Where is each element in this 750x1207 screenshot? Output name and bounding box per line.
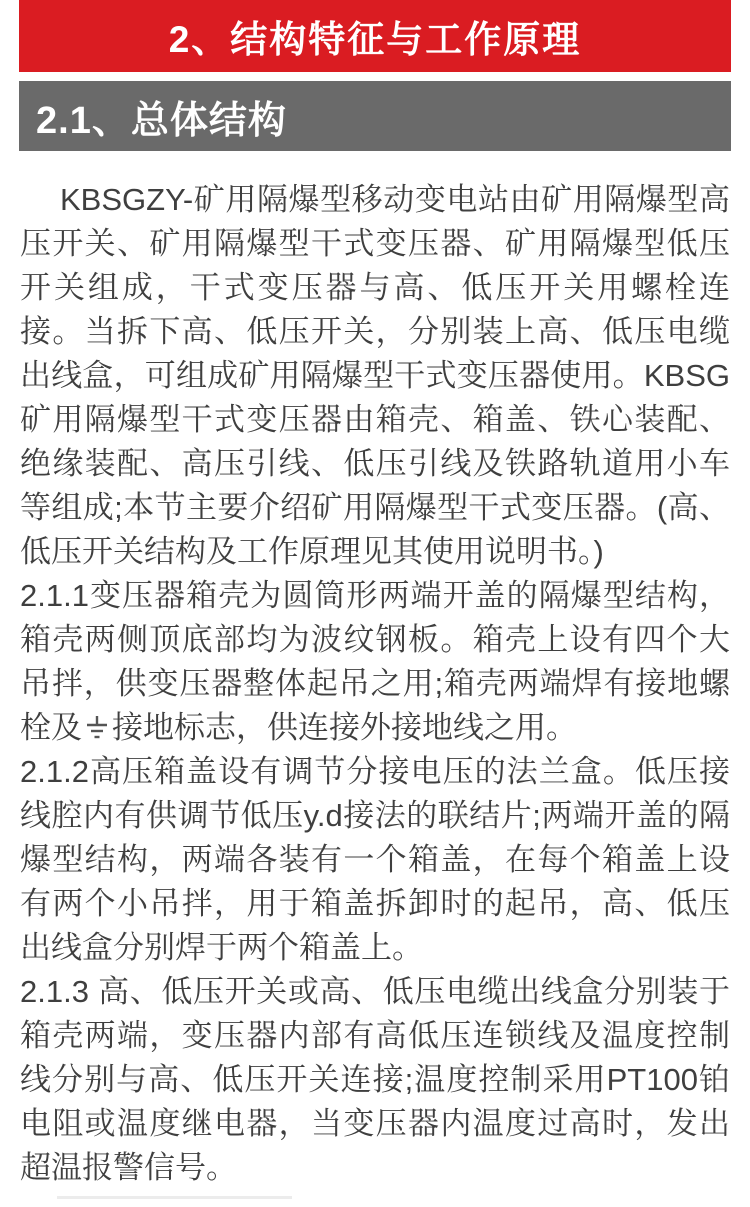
paragraph-2-1-1-before-icon: 2.1.1变压器箱壳为圆筒形两端开盖的隔爆型结构，箱壳两侧顶底部均为波纹钢板。箱壳上设有四个大吊拌，供变压器整体起吊之用;箱壳两端焊有接地螺栓及 <box>20 578 730 745</box>
section-header-bar <box>19 81 731 151</box>
body-text <box>20 151 730 1190</box>
chapter-title: 2、结构特征与工作原理 <box>168 19 582 60</box>
section-title: 2.1、总体结构 <box>36 99 287 142</box>
next-content-edge-artifact <box>57 1196 292 1199</box>
paragraph-2-1-3: 2.1.3 高、低压开关或高、低压电缆出线盒分别装于箱壳两端，变压器内部有高低压连锁线及温度控制线分别与高、低压开关连接;温度控制采用PT100铂电阻或温度继电器，当变压器内温度过高时，发出超温报警信号。 <box>20 974 730 1185</box>
paragraph-2-1-1-after-icon: 接地标志，供连接外接地线之用。 <box>112 710 577 745</box>
paragraph-2-1-2: 2.1.2高压箱盖设有调节分接电压的法兰盒。低压接线腔内有供调节低压y.d接法的联结片;两端开盖的隔爆型结构，两端各装有一个箱盖，在每个箱盖上设有两个小吊拌，用于箱盖拆卸时的起吊，高、低压出线盒分别焊于两个箱盖上。 <box>20 754 730 965</box>
chapter-header-banner <box>19 0 731 72</box>
paragraph-2-1-1 <box>20 574 730 750</box>
paragraph-overview: KBSGZY-矿用隔爆型移动变电站由矿用隔爆型高压开关、矿用隔爆型干式变压器、矿用隔爆型低压开关组成，干式变压器与高、低压开关用螺栓连接。当拆下高、低压开关，分别装上高、低压电缆出线盒，可组成矿用隔爆型干式变压器使用。KBSG矿用隔爆型干式变压器由箱壳、箱盖、铁心装配、绝缘装配、高压引线、低压引线及铁路轨道用小车等组成;本节主要介绍矿用隔爆型干式变压器。(高、低压开关结构及工作原理见其使用说明书。) <box>20 182 730 569</box>
earth-ground-icon <box>84 714 110 740</box>
